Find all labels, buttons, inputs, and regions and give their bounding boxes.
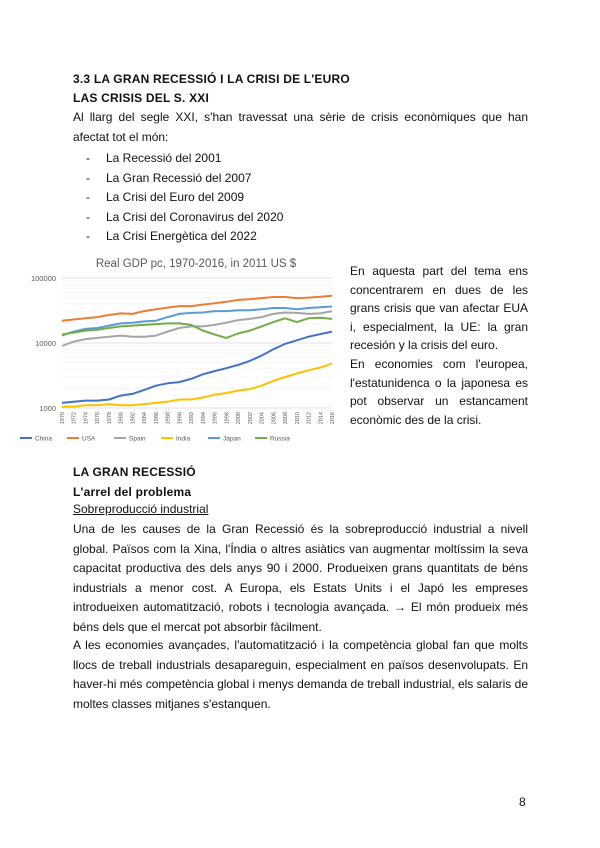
section-subtitle: LAS CRISIS DEL S. XXI <box>73 91 210 105</box>
x-tick-label: 2006 <box>271 412 278 425</box>
series-line-china <box>62 332 332 403</box>
legend-label: China <box>35 435 52 443</box>
sidebar-paragraph-2: En economies com l'europea, l'estatunidenca o la japonesa es pot observar un estancament econòmic des de la crisi. <box>350 356 528 427</box>
x-tick-label: 2010 <box>294 412 301 425</box>
y-tick-label: 10000 <box>35 339 56 348</box>
x-tick-label: 2002 <box>247 412 254 425</box>
x-tick-label: 1970 <box>60 412 66 425</box>
y-tick-label: 100000 <box>30 274 56 283</box>
x-tick-label: 1980 <box>118 412 125 425</box>
x-tick-label: 1982 <box>130 412 137 425</box>
x-tick-label: 1992 <box>189 412 196 425</box>
legend-label: India <box>176 435 191 443</box>
recession-subtitle: L'arrel del problema <box>73 485 192 499</box>
sidebar-paragraph-1: En aquesta part del tema ens concentrarem en dues de les grans crisis que van afectar EUA i, especialment, la UE: la gran recesión y la crisis del euro. <box>350 264 528 353</box>
section-title: 3.3 LA GRAN RECESSIÓ I LA CRISI DE L'EURO <box>73 72 350 86</box>
x-tick-label: 1978 <box>106 412 113 425</box>
legend-label: Russia <box>270 435 290 443</box>
legend-label: Spain <box>129 435 146 443</box>
x-tick-label: 1984 <box>142 412 149 425</box>
x-tick-label: 1986 <box>153 412 160 425</box>
list-item: - La Crisi del Coronavirus del 2020 <box>86 208 283 228</box>
list-item: - La Crisi del Euro del 2009 <box>86 188 283 208</box>
x-tick-label: 1996 <box>212 412 219 425</box>
gdp-chart <box>16 250 336 448</box>
list-item: - La Recessió del 2001 <box>86 149 283 169</box>
chart-title: Real GDP pc, 1970-2016, in 2011 US $ <box>95 258 297 270</box>
x-tick-label: 2012 <box>306 412 313 425</box>
x-tick-label: 1974 <box>83 412 90 425</box>
legend-label: USA <box>82 435 96 443</box>
y-tick-label: 1000 <box>39 404 56 413</box>
recession-subheading: Sobreproducció industrial <box>73 502 209 516</box>
x-tick-label: 1990 <box>177 412 184 425</box>
x-tick-label: 1976 <box>95 412 102 425</box>
list-item: - La Crisi Energètica del 2022 <box>86 227 283 247</box>
x-tick-label: 1994 <box>200 412 207 425</box>
x-tick-label: 1988 <box>165 412 172 425</box>
x-tick-label: 1972 <box>71 412 78 425</box>
recession-title: LA GRAN RECESSIÓ <box>73 465 196 479</box>
legend-label: Japan <box>223 435 241 443</box>
x-tick-label: 2014 <box>318 412 325 425</box>
sidebar-text <box>350 262 528 429</box>
x-tick-label: 2008 <box>283 412 290 425</box>
x-tick-label: 2016 <box>330 412 336 425</box>
list-item: - La Gran Recessió del 2007 <box>86 169 283 189</box>
recession-paragraph-1: Una de les causes de la Gran Recessió és la sobreproducció industrial a nivell global. Països com la Xina, l'Índia o altres asiàtics van augmentar moltíssim la seva capacitat productiva des dels anys 90 i 2000. Produeixen grans quantitats de béns industrials a menor cost. A Europa, els Estats Units i el Japó les empreses introdueixen automatització, robots i tecnologia avançada. → El món produeix més béns dels que el mercat pot absorbir fàcilment. <box>73 522 528 634</box>
crises-list <box>86 149 283 247</box>
x-tick-label: 2004 <box>259 412 266 425</box>
x-tick-label: 2000 <box>236 412 243 425</box>
x-tick-label: 1998 <box>224 412 231 425</box>
recession-paragraph-2: A les economies avançades, l'automatització i la competència global fan que molts llocs de treball industrials desapareguin, especialment en països desenvolupats. En haver-hi més competència global i menys demanda de treball industrial, els salaris de moltes classes mitjanes s'estanquen. <box>73 638 528 711</box>
intro-paragraph: Al llarg del segle XXI, s'han travessat una sèrie de crisis econòmiques que han afectat tot el món: <box>73 110 528 144</box>
page-number: 8 <box>519 795 526 809</box>
